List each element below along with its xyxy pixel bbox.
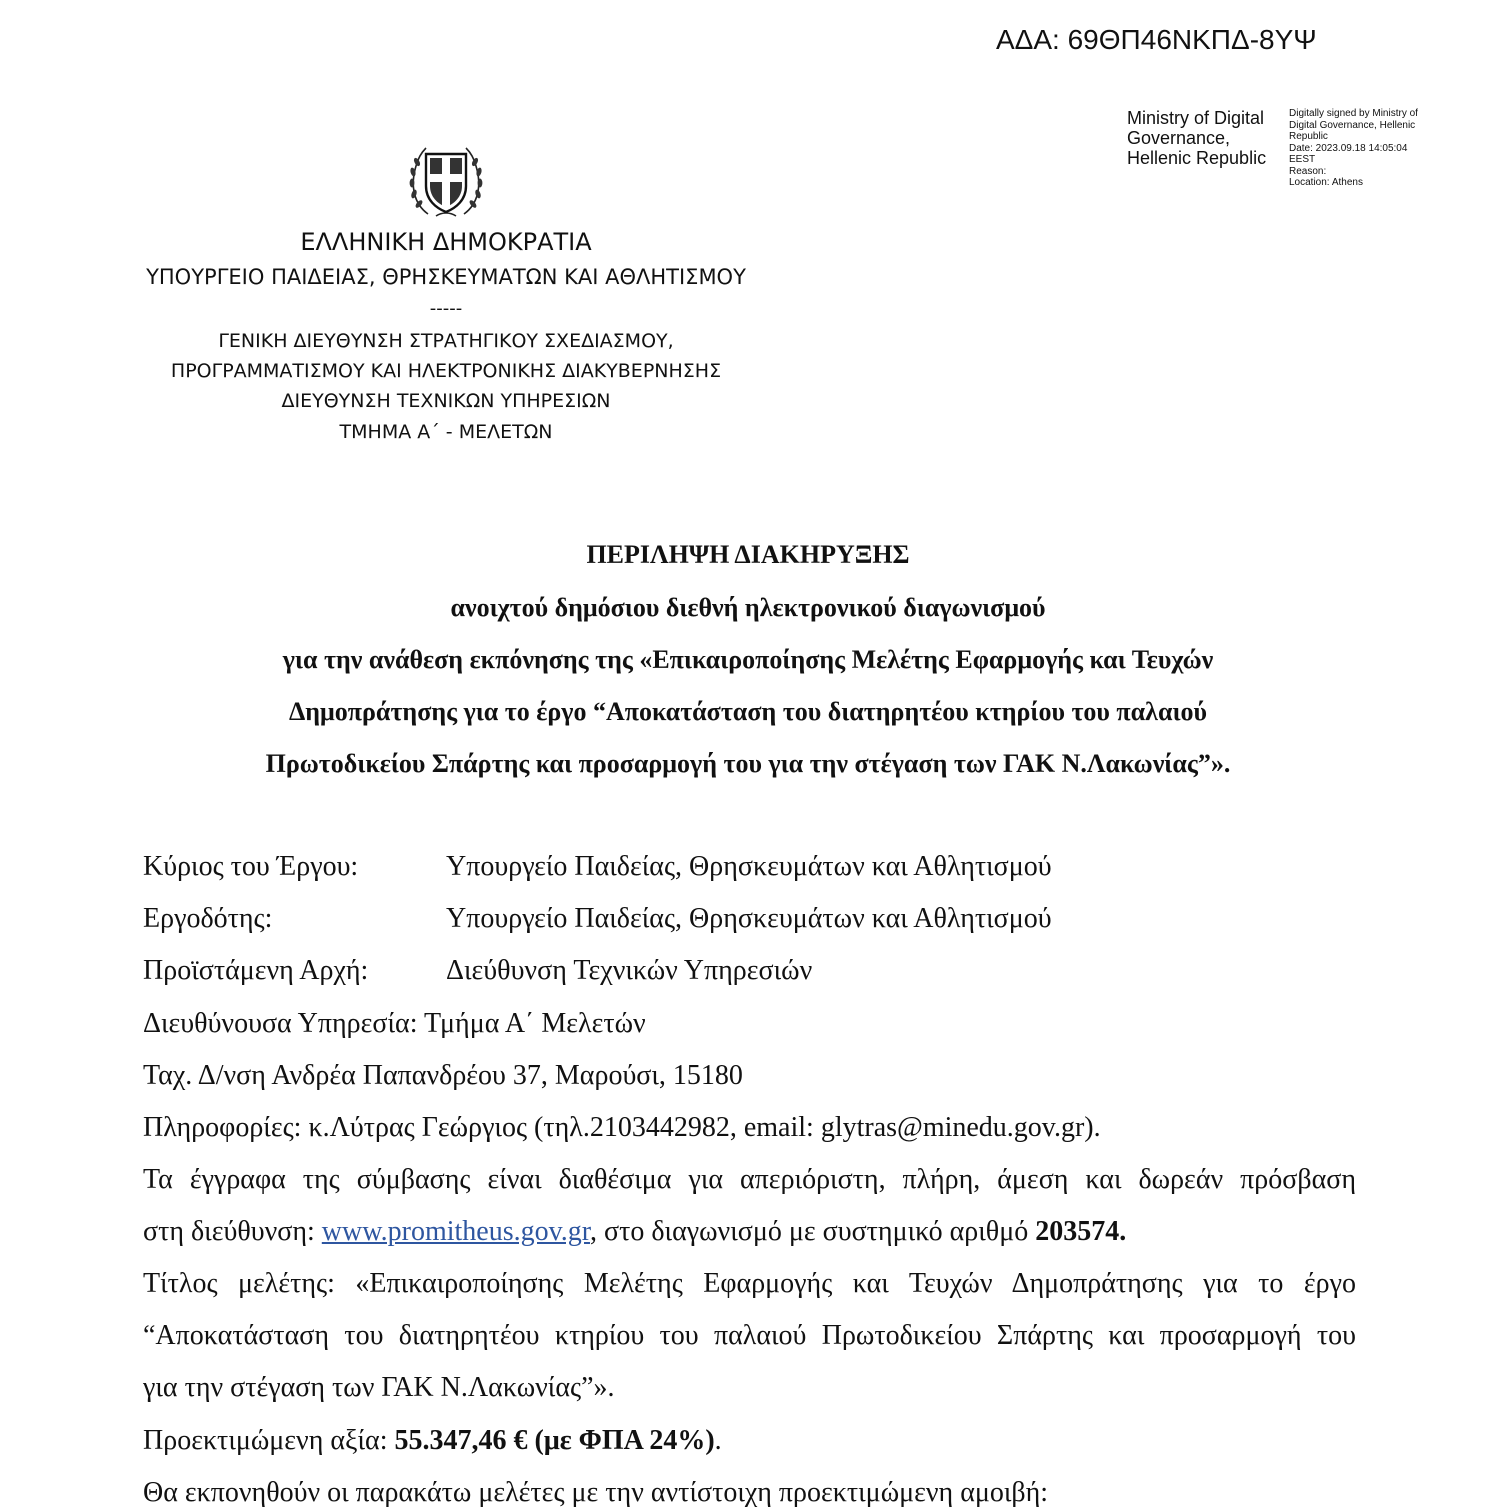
- employer-label: Εργοδότης:: [143, 903, 273, 934]
- signature-name-line: Ministry of Digital: [1127, 108, 1265, 128]
- studies-intro-line: Θα εκπονηθούν οι παρακάτω μελέτες με την αντίστοιχη προεκτιμώμενη αμοιβή:: [143, 1477, 1049, 1508]
- signature-name: [1127, 108, 1266, 168]
- contact-info: Πληροφορίες: κ.Λύτρας Γεώργιος (τηλ.2103442982, email: glytras@minedu.gov.gr).: [143, 1112, 1101, 1143]
- owner-label: Κύριος του Έργου:: [143, 851, 359, 882]
- signature-detail-line: EEST: [1289, 154, 1316, 165]
- documents-line-1: Τα έγγραφα της σύμβασης είναι διαθέσιμα για απεριόριστη, πλήρη, άμεση και δωρεάν πρόσβαση: [143, 1164, 1356, 1195]
- estimated-value-amount: 55.347,46 € (με ΦΠΑ 24%): [394, 1425, 715, 1456]
- system-number: 203574.: [1035, 1216, 1127, 1247]
- estimated-value-suffix: .: [714, 1425, 722, 1456]
- documents-line-2: [143, 1216, 1126, 1248]
- signature-name-line: Governance,: [1127, 128, 1231, 148]
- postal-address: Ταχ. Δ/νση Ανδρέα Παπανδρέου 37, Μαρούσι, 15180: [143, 1060, 743, 1091]
- study-title-line-1: Τίτλος μελέτης: «Επικαιροποίησης Μελέτης Εφαρμογής και Τευχών Δημοπράτησης για το έργο: [143, 1268, 1356, 1299]
- documents-prefix: στη διεύθυνση:: [143, 1216, 322, 1247]
- employer-value: Υπουργείο Παιδείας, Θρησκευμάτων και Αθλητισμού: [446, 903, 1052, 934]
- ada-code: ΑΔΑ: 69ΘΠ46ΝΚΠΔ-8ΥΨ: [996, 24, 1317, 55]
- estimated-value: [143, 1425, 722, 1457]
- title-line-4: Δημοπράτησης για το έργο “Αποκατάσταση του διατηρητέου κτηρίου του παλαιού: [288, 697, 1208, 726]
- signature-detail-line: Digital Governance, Hellenic: [1289, 119, 1416, 131]
- title-line-5: Πρωτοδικείου Σπάρτης και προσαρμογή του για την στέγαση των ΓΑΚ Ν.Λακωνίας”».: [265, 749, 1231, 778]
- managing-service: Διευθύνουσα Υπηρεσία: Τμήμα Α΄ Μελετών: [143, 1008, 646, 1039]
- signature-details: [1289, 108, 1418, 189]
- directorate-heading: ΔΙΕΥΘΥΝΣΗ ΤΕΧΝΙΚΩΝ ΥΠΗΡΕΣΙΩΝ: [281, 390, 611, 412]
- separator: -----: [429, 298, 463, 319]
- study-title-line-2: “Αποκατάσταση του διατηρητέου κτηρίου του παλαιού Πρωτοδικείου Σπάρτης και προσαρμογή του: [143, 1320, 1356, 1351]
- owner-value: Υπουργείο Παιδείας, Θρησκευμάτων και Αθλητισμού: [446, 851, 1052, 882]
- document-title: ΠΕΡΙΛΗΨΗ ΔΙΑΚΗΡΥΞΗΣ: [586, 540, 910, 569]
- estimated-value-label: Προεκτιμώμενη αξία:: [143, 1425, 395, 1456]
- documents-middle: , στο διαγωνισμό με συστημικό αριθμό: [590, 1216, 1036, 1247]
- signature-detail-line: Republic: [1289, 131, 1328, 142]
- authority-value: Διεύθυνση Τεχνικών Υπηρεσιών: [446, 955, 813, 986]
- title-line-2: ανοιχτού δημόσιου διεθνή ηλεκτρονικού διαγωνισμού: [450, 593, 1046, 622]
- authority-label: Προϊστάμενη Αρχή:: [143, 955, 369, 986]
- title-line-3: για την ανάθεση εκπόνησης της «Επικαιροποίησης Μελέτης Εφαρμογής και Τευχών: [282, 645, 1214, 674]
- coat-of-arms-icon: [406, 142, 486, 222]
- signature-detail-line: Location: Athens: [1289, 177, 1363, 188]
- study-title-line-3: για την στέγαση των ΓΑΚ Ν.Λακωνίας”».: [143, 1372, 615, 1403]
- ministry-heading: ΥΠΟΥΡΓΕΙΟ ΠΑΙΔΕΙΑΣ, ΘΡΗΣΚΕΥΜΑΤΩΝ ΚΑΙ ΑΘΛΗΤΙΣΜΟΥ: [146, 265, 746, 289]
- signature-name-line: Hellenic Republic: [1127, 148, 1267, 168]
- signature-detail-line: Date: 2023.09.18 14:05:04: [1289, 142, 1408, 154]
- promitheus-link[interactable]: www.promitheus.gov.gr: [321, 1216, 591, 1247]
- directorate-general-line-2: ΠΡΟΓΡΑΜΜΑΤΙΣΜΟΥ ΚΑΙ ΗΛΕΚΤΡΟΝΙΚΗΣ ΔΙΑΚΥΒΕΡΝΗΣΗΣ: [170, 360, 722, 382]
- signature-detail-line: Reason:: [1289, 165, 1327, 177]
- department-heading: ΤΜΗΜΑ Α΄ - ΜΕΛΕΤΩΝ: [339, 421, 553, 443]
- signature-detail-line: Digitally signed by Ministry of: [1289, 108, 1418, 119]
- republic-heading: ΕΛΛΗΝΙΚΗ ΔΗΜΟΚΡΑΤΙΑ: [300, 228, 592, 256]
- directorate-general-line-1: ΓΕΝΙΚΗ ΔΙΕΥΘΥΝΣΗ ΣΤΡΑΤΗΓΙΚΟΥ ΣΧΕΔΙΑΣΜΟΥ,: [218, 330, 674, 352]
